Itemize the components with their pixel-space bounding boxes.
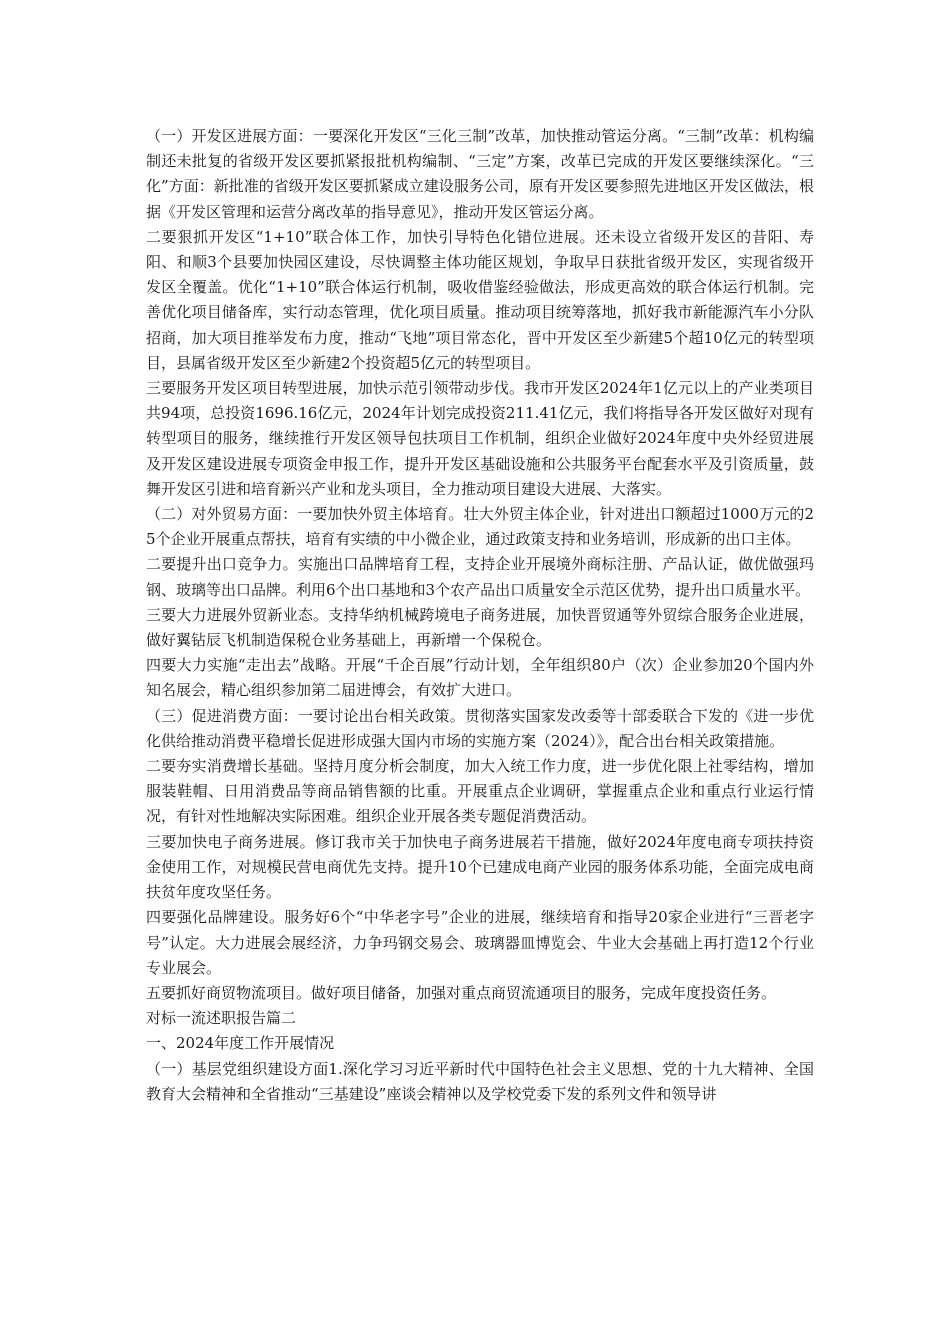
section-heading-work-status: 一、2024年度工作开展情况 [146, 1034, 335, 1053]
paragraph-party-building: （一）基层党组织建设方面1.深化学习习近平新时代中国特色社会主义思想、党的十九大精神、全国教育大会精神和全省推动“三基建设”座谈会精神以及学校党委下发的系列文件和领导讲 [146, 1059, 814, 1103]
paragraph-export-competitiveness: 二要提升出口竞争力。实施出口品牌培育工程，支持企业开展境外商标注册、产品认证，做优做强玛钢、玻璃等出口品牌。利用6个出口基地和3个农产品出口质量安全示范区优势，提升出口质量水平。 [146, 555, 814, 599]
paragraph-foreign-trade-entities: （二）对外贸易方面：一要加快外贸主体培育。壮大外贸主体企业，针对进出口额超过1000万元的25个企业开展重点帮扶，培育有实绩的中小微企业，通过政策支持和业务培训，形成新的出口主体。 [146, 505, 814, 549]
paragraph-dev-zone-projects: 三要服务开发区项目转型进展，加快示范引领带动步伐。我市开发区2024年1亿元以上的产业类项目共94项，总投资1696.16亿元，2024年计划完成投资211.41亿元，我们将指导各开发区做好对现有转型项目的服务，继续推行开发区领导包扶项目工作机制，组织企业做好2024年度中央外经贸进展及开发区建设进展专项资金申报工作，提升开发区基础设施和公共服务平台配套水平及引资质量，鼓舞开发区引进和培育新兴产业和龙头项目，全力推动项目建设大进展、大落实。 [146, 379, 814, 498]
paragraph-dev-zone-reform: （一）开发区进展方面：一要深化开发区“三化三制”改革，加快推动管运分离。“三制”改革：机构编制还未批复的省级开发区要抓紧报批机构编制、“三定”方案，改革已完成的开发区要继续深化。“三化”方面：新批准的省级开发区要抓紧成立建设服务公司，原有开发区要参照先进地区开发区做法，根据《开发区管理和运营分离改革的指导意见》，推动开发区管运分离。 [146, 127, 814, 221]
section-heading-report-two: 对标一流述职报告篇二 [146, 1009, 297, 1028]
paragraph-consumption-base: 二要夯实消费增长基础。坚持月度分析会制度，加大入统工作力度，进一步优化限上社零结构，增加服装鞋帽、日用消费品等商品销售额的比重。开展重点企业调研，掌握重点企业和重点行业运行情况，有针对性地解决实际困难。组织企业开展各类专题促消费活动。 [146, 757, 814, 826]
paragraph-logistics-projects: 五要抓好商贸物流项目。做好项目储备，加强对重点商贸流通项目的服务，完成年度投资任务。 [146, 983, 777, 1002]
paragraph-consumption-policy: （三）促进消费方面：一要讨论出台相关政策。贯彻落实国家发改委等十部委联合下发的《进一步优化供给推动消费平稳增长促进形成强大国内市场的实施方案（2024）》，配合出台相关政策措施。 [146, 706, 814, 750]
document-body [146, 124, 814, 1107]
paragraph-e-commerce: 三要加快电子商务进展。修订我市关于加快电子商务进展若干措施，做好2024年度电商专项扶持资金使用工作，对规模民营电商优先支持。提升10个已建成电商产业园的服务体系功能，全面完成电商扶贫年度攻坚任务。 [146, 832, 814, 902]
paragraph-brand-building: 四要强化品牌建设。服务好6个“中华老字号”企业的进展，继续培育和指导20家企业进行“三晋老字号”认定。大力进展会展经济，力争玛钢交易会、玻璃器皿博览会、牛业大会基础上再打造12个行业专业展会。 [146, 908, 814, 977]
paragraph-going-global: 四要大力实施“走出去”战略。开展“千企百展”行动计划，全年组织80户（次）企业参加20个国内外知名展会，精心组织参加第二届进博会，有效扩大进口。 [146, 656, 814, 700]
paragraph-trade-new-formats: 三要大力进展外贸新业态。支持华纳机械跨境电子商务进展，加快晋贸通等外贸综合服务企业进展，做好翼钻辰飞机制造保税仓业务基础上，再新增一个保税仓。 [146, 605, 814, 650]
paragraph-dev-zone-consortium: 二要狠抓开发区“1+10”联合体工作，加快引导特色化错位进展。还未设立省级开发区的昔阳、寿阳、和顺3个县要加快园区建设，尽快调整主体功能区规划，争取早日获批省级开发区，实现省级开发区全覆盖。优化“1+10”联合体运行机制，吸收借鉴经验做法，形成更高效的联合体运行机制。完善优化项目储备库，实行动态管理，优化项目质量。推动项目统筹落地，抓好我市新能源汽车小分队招商，加大项目推举发布力度，推动“飞地”项目常态化，晋中开发区至少新建5个超10亿元的转型项目，县属省级开发区至少新建2个投资超5亿元的转型项目。 [146, 227, 814, 372]
